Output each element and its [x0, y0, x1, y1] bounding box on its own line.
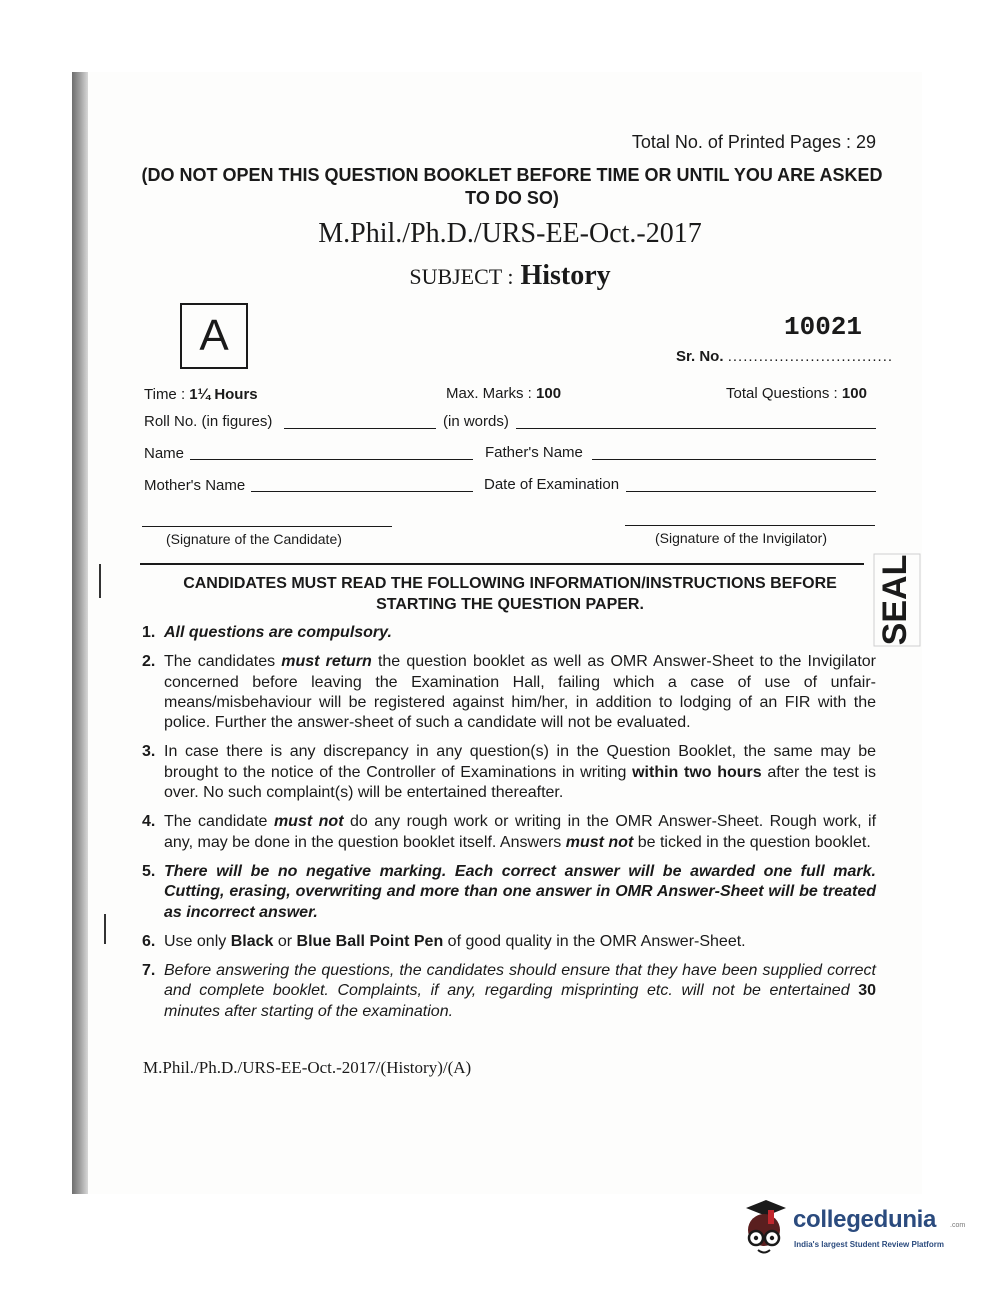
max-marks-info [446, 385, 561, 402]
candidate-signature-label: (Signature of the Candidate) [166, 531, 342, 547]
sr-no-dots: ................................ [727, 348, 894, 365]
invigilator-signature-line[interactable] [625, 525, 875, 526]
instruction-text: All questions are compulsory. [164, 624, 392, 641]
mascot-logo-icon[interactable] [736, 1198, 792, 1260]
name-label: Name [144, 445, 185, 462]
text-run: do any rough work or writing in the OMR Answer-Sheet. Rough work, if any, may be done in the question booklet itself. Answers [164, 813, 877, 851]
text-emphasis: within two hours [632, 763, 762, 781]
scan-binding-edge [72, 72, 88, 1194]
text-emphasis: must not [565, 833, 634, 851]
mothers-name-label: Mother's Name [144, 477, 246, 494]
exam-title: M.Phil./Ph.D./URS-EE-Oct.-2017 [318, 218, 702, 249]
questions-label: Total Questions : [726, 385, 838, 402]
text-run: In case there is any discrepancy in any question(s) in the Question Booklet, the same may be brought to the notice of the Controller of Examinations in writing [164, 743, 876, 781]
text-run: after the test is over. No such complaint(s) will be entertained thereafter. [164, 763, 877, 802]
instruction-text [164, 652, 876, 733]
instructions-heading-line-1: CANDIDATES MUST READ THE FOLLOWING INFORMATION/INSTRUCTIONS BEFORE [183, 575, 837, 592]
instruction-item [142, 812, 876, 853]
mothers-name-field[interactable] [251, 491, 473, 492]
instruction-item [142, 961, 876, 1022]
instruction-number: 1. [142, 624, 156, 641]
text-emphasis: must return [281, 653, 372, 671]
roll-figures-field[interactable] [284, 428, 436, 429]
marks-value: 100 [536, 385, 562, 402]
name-field[interactable] [190, 459, 473, 460]
instruction-text [164, 932, 876, 952]
text-run: the question booklet as well as OMR Answer-Sheet to the Invigilator concerned before leaving the Examination Hall, failing which a case of use of unfair-means/misbehaviour will be registered against him/her, in addition to lodging of an FIR with the police. Further the answer-sheet of such a candidate will not be evaluated. [164, 653, 876, 732]
scan-mark [99, 564, 101, 598]
booklet-serial-number: 10021 [783, 312, 862, 342]
subject-value: History [520, 260, 611, 291]
instruction-item [142, 932, 876, 952]
roll-figures-label: Roll No. (in figures) [144, 413, 273, 430]
section-divider [140, 563, 864, 565]
instruction-item [142, 623, 876, 643]
sr-no-field [676, 348, 893, 365]
booklet-set-box: A [180, 303, 248, 369]
instruction-text [164, 812, 876, 853]
text-emphasis: Black [230, 932, 274, 950]
exam-date-label: Date of Examination [484, 476, 620, 493]
text-run: The candidates [164, 653, 282, 671]
text-run: Before answering the questions, the candidates should ensure that they have been supplied correct and complete booklet. Complaints, if any, regarding misprinting etc. will not be entertained [164, 962, 876, 1000]
sr-no-label: Sr. No. [676, 348, 724, 365]
text-run: be ticked in the question booklet. [633, 833, 871, 851]
text-run: minutes after starting of the examination. [164, 1002, 454, 1020]
instruction-number: 7. [142, 962, 156, 980]
instruction-item [142, 862, 876, 923]
scan-mark [104, 914, 106, 944]
text-run: Use only [164, 932, 231, 950]
time-info [144, 386, 258, 403]
opening-warning: (DO NOT OPEN THIS QUESTION BOOKLET BEFORE TIME OR UNTIL YOU ARE ASKED TO DO SO) [141, 165, 883, 208]
subject-line [300, 260, 720, 292]
fathers-name-label: Father's Name [485, 444, 583, 461]
total-questions-info [726, 385, 867, 402]
time-label: Time : [144, 386, 186, 403]
text-run: of good quality in the OMR Answer-Sheet. [443, 932, 746, 950]
subject-label: SUBJECT : [409, 264, 514, 289]
instruction-item [142, 742, 876, 803]
brand-name[interactable]: collegedunia [793, 1206, 937, 1233]
fathers-name-field[interactable] [592, 459, 876, 460]
total-pages: Total No. of Printed Pages : 29 [631, 132, 876, 152]
instructions-heading [140, 573, 880, 615]
instruction-number: 5. [142, 862, 156, 880]
brand-domain: .com [950, 1222, 966, 1229]
text-emphasis: must not [273, 813, 344, 831]
roll-words-label: (in words) [443, 413, 509, 430]
instruction-text: There will be no negative marking. Each correct answer will be awarded one full mark. Cutting, erasing, overwriting and more than one answer in OMR Answer-Sheet will be treated as incorrect answer. [164, 862, 876, 921]
text-emphasis: 30 [858, 982, 876, 1000]
instruction-number: 3. [142, 743, 156, 761]
marks-label: Max. Marks : [446, 385, 532, 402]
brand-tagline: India's largest Student Review Platform [794, 1240, 944, 1249]
instruction-text [164, 961, 876, 1022]
instructions-heading-line-2: STARTING THE QUESTION PAPER. [376, 596, 644, 613]
instructions-list [142, 623, 876, 1031]
invigilator-signature-label: (Signature of the Invigilator) [655, 530, 827, 546]
instruction-text [164, 742, 876, 803]
instruction-number: 6. [142, 932, 156, 950]
instruction-item [142, 652, 876, 733]
instruction-number: 4. [142, 813, 156, 831]
text-run: or [273, 932, 297, 950]
roll-words-field[interactable] [516, 428, 876, 429]
text-emphasis: Blue Ball Point Pen [296, 932, 444, 950]
page-footer-code: M.Phil./Ph.D./URS-EE-Oct.-2017/(History)/(A) [143, 1058, 472, 1077]
candidate-signature-line[interactable] [142, 526, 392, 527]
questions-value: 100 [841, 385, 867, 402]
text-run: The candidate [164, 813, 274, 831]
time-value: 1¼ Hours [189, 386, 258, 403]
seal-text: SEAL [875, 554, 914, 646]
instruction-number: 2. [142, 653, 156, 671]
exam-date-field[interactable] [626, 491, 876, 492]
